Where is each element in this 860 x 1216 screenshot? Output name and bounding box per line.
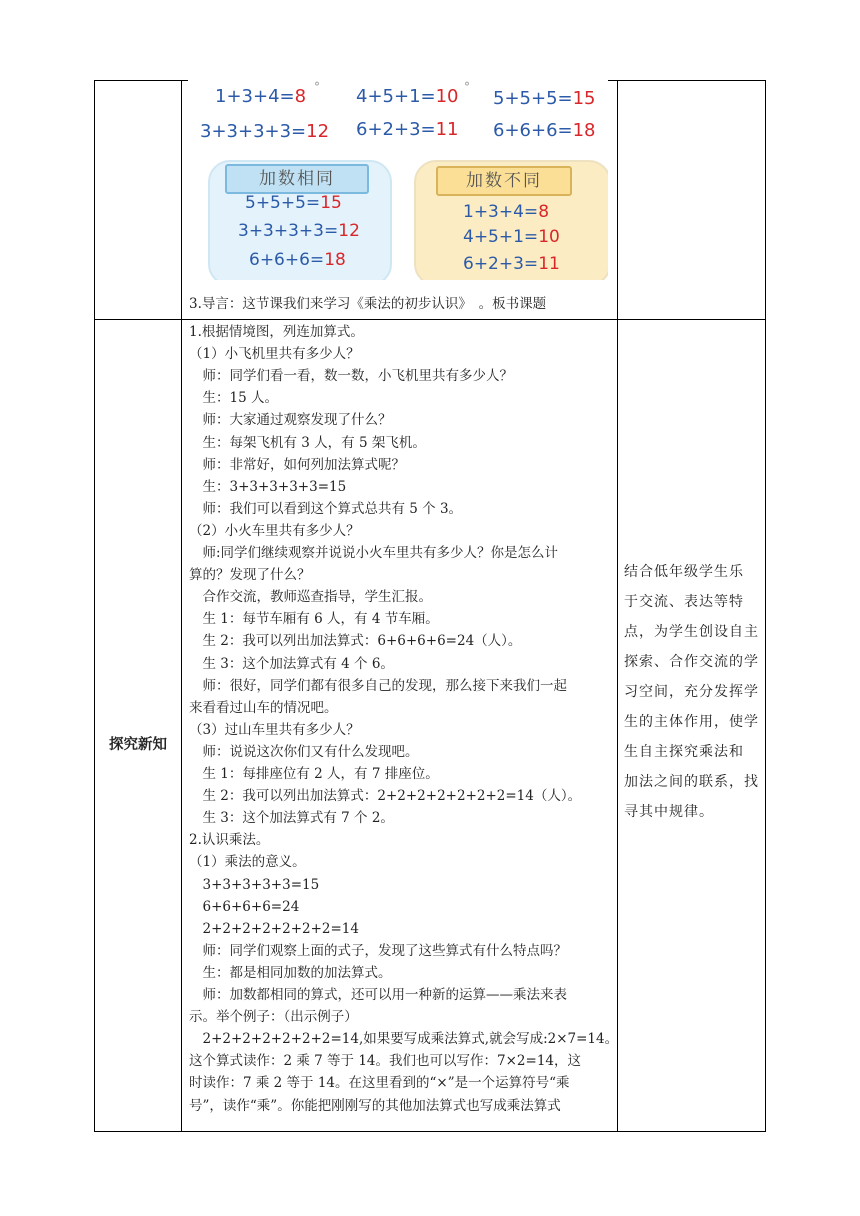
lesson-line: 师：非常好，如何列加法算式呢？: [189, 456, 405, 473]
note-line: 生的主体作用，使学: [624, 714, 759, 730]
different-addends-tag: 加数不同: [436, 166, 572, 196]
equation: 6+6+6=18: [249, 250, 346, 270]
lesson-line: 生 3：这个加法算式有 7 个 2。: [189, 810, 394, 827]
equation: 5+5+5=15: [245, 193, 342, 213]
lesson-line: 师：加数都相同的算式，还可以用一种新的运算——乘法来表: [189, 987, 567, 1003]
same-addends-tag: 加数相同: [225, 164, 369, 194]
lesson-line: 时读作：7 乘 2 等于 14。在这里看到的“×”是一个运算符号“乘: [189, 1075, 570, 1092]
lesson-line: 生：3+3+3+3+3=15: [189, 478, 347, 495]
lesson-line: 2.认识乘法。: [189, 832, 270, 849]
table-border-row: [94, 319, 766, 320]
section-label: 探究新知: [109, 737, 167, 753]
addition-illustration: [188, 80, 608, 280]
lesson-line: 师：我们可以看到这个算式总共有 5 个 3。: [189, 500, 463, 517]
equation: 5+5+5=15: [493, 88, 596, 109]
note-line: 寻其中规律。: [624, 804, 714, 820]
lesson-line: 师：大家通过观察发现了什么？: [189, 412, 392, 429]
lesson-line: 生 1：每排座位有 2 人，有 7 排座位。: [189, 766, 439, 782]
note-line: 探索、合作交流的学: [624, 654, 759, 670]
lesson-line: 生 3：这个加法算式有 4 个 6。: [189, 655, 394, 672]
table-border-bottom: [94, 1131, 766, 1132]
lesson-line: 师：同学们观察上面的式子，发现了这些算式有什么特点吗？: [189, 942, 567, 959]
design-note: [624, 557, 762, 827]
equation: 3+3+3+3=12: [200, 121, 330, 142]
lesson-line: 生：每架飞机有 3 人，有 5 架飞机。: [189, 434, 426, 451]
table-border-left: [94, 80, 95, 1132]
note-line: 习空间，充分发挥学: [624, 684, 759, 700]
equation: 4+5+1=10: [356, 86, 459, 107]
lesson-line: 合作交流，教师巡查指导，学生汇报。: [189, 589, 432, 606]
lesson-line: 示。举个例子：（出示例子）: [189, 1009, 358, 1026]
note-line: 生自主探究乘法和: [624, 744, 744, 760]
lesson-line: 生 2：我可以列出加法算式：6+6+6+6=24（人）。: [189, 633, 522, 650]
lesson-line: （1）小飞机里共有多少人？: [189, 346, 360, 363]
equation: 1+3+4=8: [463, 202, 550, 222]
lesson-line: 3+3+3+3+3=15: [189, 876, 320, 893]
equation: 6+2+3=11: [356, 119, 459, 140]
lesson-line: 2+2+2+2+2+2+2=14: [189, 920, 359, 937]
equation: 3+3+3+3=12: [238, 221, 360, 241]
note-line: 点，为学生创设自主: [624, 624, 759, 640]
lesson-line: 来看看过山车的情况吧。: [189, 699, 338, 716]
lesson-line: 号”，读作“乘”。你能把刚刚写的其他加法算式也写成乘法算式: [189, 1097, 561, 1114]
lesson-line: 6+6+6+6=24: [189, 898, 300, 915]
lesson-line: 2+2+2+2+2+2+2=14,如果要写成乘法算式,就会写成:2×7=14。: [189, 1031, 619, 1048]
lesson-line: 师：说说这次你们又有什么发现吧。: [189, 743, 419, 760]
intro-line: 3.导言：这节课我们来学习《乘法的初步认识》 。板书课题: [189, 296, 547, 312]
lesson-line: （2）小火车里共有多少人？: [189, 522, 360, 539]
note-line: 于交流、表达等特: [624, 594, 744, 610]
equation: 6+6+6=18: [493, 120, 596, 141]
table-border-col1: [181, 80, 182, 1132]
table-border-col2: [617, 80, 618, 1132]
lesson-line: 师:同学们继续观察并说说小火车里共有多少人？你是怎么计: [189, 545, 559, 561]
table-border-right: [765, 80, 766, 1132]
lesson-line: 1.根据情境图，列连加算式。: [189, 324, 364, 340]
lesson-line: （3）过山车里共有多少人？: [189, 721, 360, 738]
note-line: 结合低年级学生乐: [624, 564, 744, 580]
lesson-line: 师：很好，同学们都有很多自己的发现，那么接下来我们一起: [189, 677, 567, 694]
equation: 4+5+1=10: [463, 227, 560, 247]
lesson-line: 算的？发现了什么？: [189, 567, 311, 584]
lesson-line: 师：同学们看一看，数一数，小飞机里共有多少人？: [189, 368, 513, 385]
lesson-line: 生：都是相同加数的加法算式。: [189, 964, 392, 981]
note-line: 加法之间的联系，找: [624, 774, 759, 790]
lesson-line: 生 2：我可以列出加法算式：2+2+2+2+2+2+2=14（人）。: [189, 788, 582, 805]
lesson-line: 生：15 人。: [189, 390, 278, 407]
equation: 6+2+3=11: [463, 254, 560, 274]
equation: 1+3+4=8: [215, 86, 307, 107]
lesson-line: （1）乘法的意义。: [189, 854, 306, 871]
decor-dot: °: [464, 80, 470, 94]
lesson-line: 生 1：每节车厢有 6 人，有 4 节车厢。: [189, 611, 439, 628]
lesson-line: 这个算式读作：2 乘 7 等于 14。我们也可以写作：7×2=14，这: [189, 1053, 582, 1070]
decor-dot: °: [314, 80, 320, 94]
